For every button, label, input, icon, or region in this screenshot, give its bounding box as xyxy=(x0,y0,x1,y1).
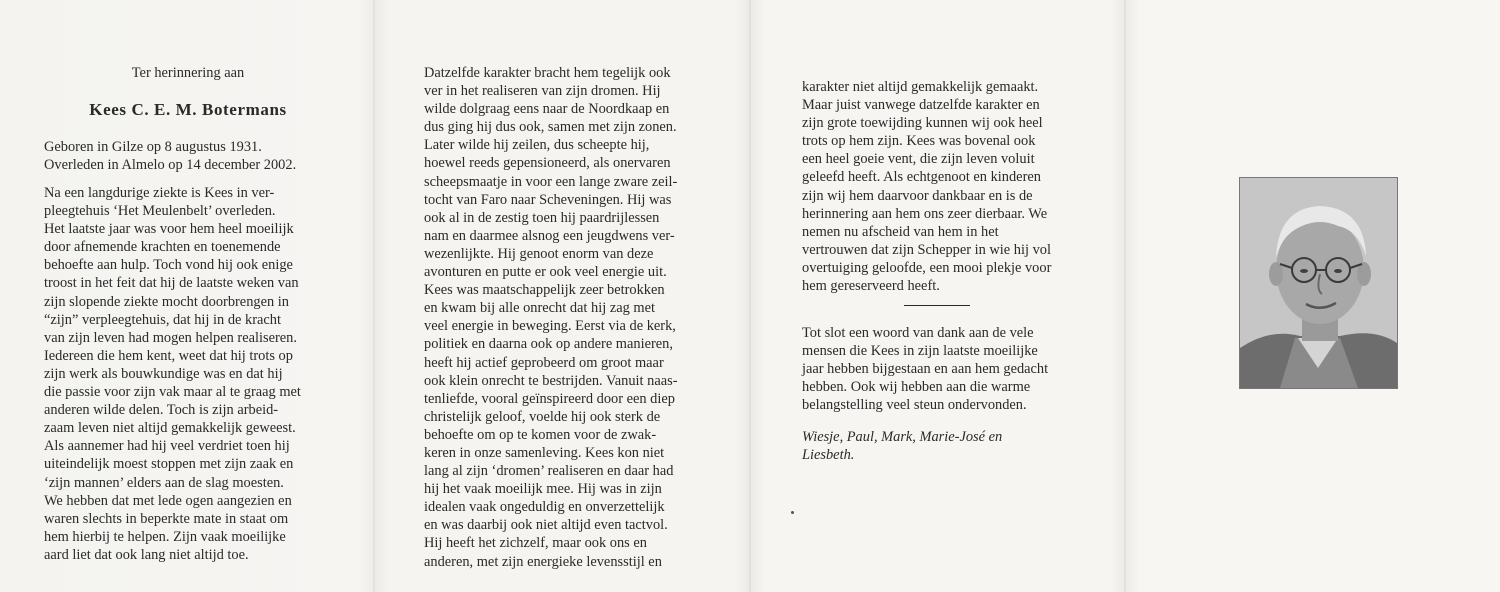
family-signature xyxy=(802,428,1074,464)
text-line: en was daarbij ook niet altijd even tactvol. xyxy=(424,517,668,534)
text-line: Het laatste jaar was voor hem heel moeilijk xyxy=(44,221,294,238)
text-line: dus ging hij dus ook, samen met zijn zonen. xyxy=(424,119,677,136)
text-line: scheepsmaatje in voor een lange zware zeil- xyxy=(424,173,678,190)
text-line: hem hierbij te helpen. Zijn vaak moeilijke xyxy=(44,528,286,545)
text-line: troost in het feit dat hij de laatste weken van xyxy=(44,275,299,292)
fold-line xyxy=(373,0,375,592)
birth-line: Geboren in Gilze op 8 augustus 1931. xyxy=(44,139,262,155)
text-line: zaam leven niet altijd gemakkelijk geweest. xyxy=(44,420,296,437)
text-line: zijn slopende ziekte mocht doorbrengen in xyxy=(44,293,289,310)
text-line: Tot slot een woord van dank aan de vele xyxy=(802,325,1034,341)
text-line: behoefte aan hulp. Toch vond hij ook enige xyxy=(44,257,293,274)
text-line: een heel goeie vent, die zijn leven voluit xyxy=(802,151,1035,168)
text-line: zijn werk als bouwkundige was en dat hij xyxy=(44,365,283,382)
text-line: die passie voor zijn vak maar al te graag met xyxy=(44,384,301,401)
text-line: van zijn leven had mogen helpen realiseren. xyxy=(44,329,297,346)
text-line: Maar juist vanwege datzelfde karakter en xyxy=(802,97,1040,114)
text-line: door afnemende krachten en toenemende xyxy=(44,239,281,256)
text-line: uiteindelijk moest stoppen met zijn zaak en xyxy=(44,456,294,473)
signature-line: Wiesje, Paul, Mark, Marie-José en xyxy=(802,429,1003,445)
text-line: anderen, met zijn energieke levensstijl en xyxy=(424,553,662,570)
text-line: We hebben dat met lede ogen aangezien en xyxy=(44,492,292,509)
panel-1-body xyxy=(44,184,316,564)
intro-text: Ter herinnering aan xyxy=(131,65,245,81)
text-line: avonturen en putte er ook veel energie uit. xyxy=(424,264,667,281)
paper-speck xyxy=(791,511,794,514)
signature-line: Liesbeth. xyxy=(802,447,855,464)
text-line: veel energie in beweging. Eerst via de kerk, xyxy=(424,318,676,335)
text-line: hij het vaak moeilijk mee. Hij was in zijn xyxy=(424,481,662,498)
portrait-photo xyxy=(1239,177,1398,389)
portrait-illustration xyxy=(1240,178,1397,388)
text-line: zijn wij hem daarvoor dankbaar en is de xyxy=(802,187,1033,204)
text-line: heeft hij actief geprobeerd om groot maar xyxy=(424,354,664,371)
text-line: en kwam bij alle onrecht dat hij zag met xyxy=(424,300,655,317)
text-line: ‘zijn mannen’ elders aan de slag moesten. xyxy=(44,474,284,491)
text-line: geleefd heeft. Als echtgenoot en kinderen xyxy=(802,169,1041,186)
text-line: Hij heeft het zichzelf, maar ook ons en xyxy=(424,535,647,552)
text-line: wilde dolgraag eens naar de Noordkaap en xyxy=(424,101,670,118)
text-line: zijn grote toewijding kunnen wij ook heel xyxy=(802,115,1043,132)
text-line: nemen nu afscheid van hem in het xyxy=(802,223,999,240)
text-line: belangstelling veel steun ondervonden. xyxy=(802,397,1027,414)
text-line: hebben. Ook wij hebben aan die warme xyxy=(802,379,1031,396)
text-line: overtuiging geloofde, een mooi plekje voor xyxy=(802,259,1052,276)
text-line: behoefte om op te komen voor de zwak- xyxy=(424,426,657,443)
text-line: ver in het realiseren van zijn dromen. Hij xyxy=(424,83,661,100)
death-line: Overleden in Almelo op 14 december 2002. xyxy=(44,157,297,174)
text-line: vertrouwen dat zijn Schepper in wie hij vol xyxy=(802,241,1051,258)
section-divider xyxy=(904,305,970,306)
deceased-name: Kees C. E. M. Botermans xyxy=(89,100,287,119)
text-line: pleegtehuis ‘Het Meulenbelt’ overleden. xyxy=(44,203,276,220)
text-line: politiek en daarna ook op andere manieren, xyxy=(424,336,673,353)
text-line: aard liet dat ook lang niet altijd toe. xyxy=(44,546,249,563)
birth-death-dates xyxy=(44,138,316,174)
text-line: mensen die Kees in zijn laatste moeilijke xyxy=(802,343,1038,360)
text-line: tocht van Faro naar Scheveningen. Hij was xyxy=(424,191,672,208)
text-line: idealen vaak ongeduldig en onverzettelijk xyxy=(424,499,665,516)
panel-3-body xyxy=(802,78,1074,295)
text-line: jaar hebben bijgestaan en aan hem gedacht xyxy=(802,361,1049,378)
text-line: herinnering aan hem ons zeer dierbaar. We xyxy=(802,205,1048,222)
text-line: Iedereen die hem kent, weet dat hij trots op xyxy=(44,347,293,364)
text-line: christelijk geloof, voelde hij ook sterk de xyxy=(424,408,661,425)
text-line: karakter niet altijd gemakkelijk gemaakt. xyxy=(802,79,1039,95)
text-line: Na een langdurige ziekte is Kees in ver- xyxy=(44,185,275,201)
text-line: waren slechts in beperkte mate in staat om xyxy=(44,510,289,527)
fold-line xyxy=(1124,0,1126,592)
text-line: Als aannemer had hij veel verdriet toen hij xyxy=(44,438,290,455)
text-line: nam en daarmee alsnog een jeugdwens ver- xyxy=(424,227,675,244)
text-line: Datzelfde karakter bracht hem tegelijk ook xyxy=(424,65,671,81)
text-line: wezenlijkte. Hij genoot enorm van deze xyxy=(424,245,654,262)
thanks-paragraph xyxy=(802,324,1074,414)
text-line: ook al in de zestig toen hij paardrijlessen xyxy=(424,209,660,226)
text-line: tenliefde, vooral geïnspireerd door een diep xyxy=(424,390,675,407)
text-line: keren in onze samenleving. Kees kon niet xyxy=(424,444,665,461)
text-line: hem gereserveerd heeft. xyxy=(802,278,940,295)
text-line: anderen wilde delen. Toch is zijn arbeid- xyxy=(44,402,279,419)
text-line: hoewel reeds gepensioneerd, als onervaren xyxy=(424,155,671,172)
text-line: “zijn” verpleegtehuis, dat hij in de kracht xyxy=(44,311,281,328)
text-line: lang al zijn ‘dromen’ realiseren en daar had xyxy=(424,463,674,480)
text-line: trots op hem zijn. Kees was bovenal ook xyxy=(802,133,1036,150)
text-line: Later wilde hij zeilen, dus scheepte hij, xyxy=(424,137,650,154)
fold-line xyxy=(749,0,751,592)
text-line: ook klein onrecht te bestrijden. Vanuit naas- xyxy=(424,372,678,389)
text-line: Kees was maatschappelijk zeer betrokken xyxy=(424,282,665,299)
panel-2-body xyxy=(424,64,696,571)
